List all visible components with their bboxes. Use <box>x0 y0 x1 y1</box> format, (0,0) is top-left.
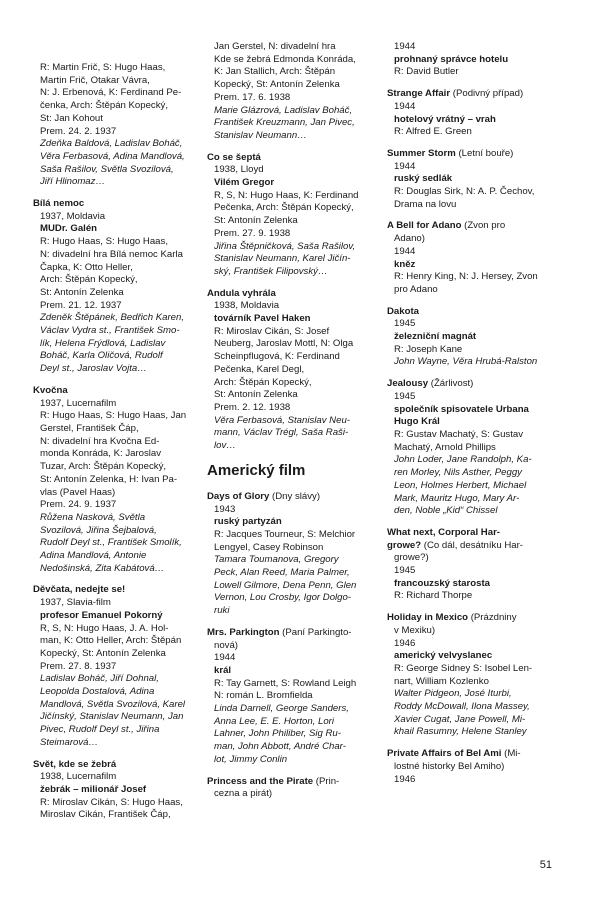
entry-line: Svozilová, Jiřina Šejbalová, <box>40 524 157 536</box>
entry-line: 1946 <box>394 637 416 649</box>
entry-line: R: Joseph Kane <box>394 343 463 355</box>
entry-line: Vernon, Lou Crosby, Igor Dolgo- <box>214 592 352 604</box>
entry-line: Adina Mandlová, Antonie <box>40 550 147 562</box>
entry-line: Prem. 24. 9. 1937 <box>40 499 117 511</box>
entry-line: ruki <box>214 605 230 617</box>
film-entry <box>207 627 377 767</box>
entry-line: R: George Sidney S: Isobel Len- <box>394 662 533 674</box>
entry-line: Prem. 24. 2. 1937 <box>40 125 117 137</box>
entry-line: Jičínský, Stanislav Neumann, Jan <box>40 711 184 723</box>
film-title <box>207 491 377 504</box>
entry-line: N: román L. Bromfielda <box>214 690 313 702</box>
film-entry <box>387 378 567 518</box>
entry-line: Čapka, K: Otto Heller, <box>40 261 133 273</box>
role-name: francouzský starosta <box>394 577 490 589</box>
film-entry <box>207 288 377 453</box>
entry-line: St: Antonín Zelenka <box>214 215 298 227</box>
film-title <box>387 540 567 553</box>
entry-line: 1945 <box>394 565 416 577</box>
entry-line: Gerstel, František Čáp, <box>40 422 139 434</box>
entry-line: R, S, N: Hugo Haas, K: Ferdinand <box>214 189 359 201</box>
entry-line: 1937, Slavia-film <box>40 597 111 609</box>
entry-line: Marie Glázrová, Ladislav Boháč, <box>214 104 353 116</box>
entry-line: mann, Václav Trégl, Saša Raši- <box>214 427 349 439</box>
role-name: železniční magnát <box>394 331 477 343</box>
entry-line: R: Hugo Haas, S: Hugo Haas, <box>40 236 168 248</box>
film-title <box>207 627 377 640</box>
entry-line: 1937, Moldavia <box>40 210 106 222</box>
entry-line: Mandlová, Světla Svozilová, Karel <box>40 698 186 710</box>
entry-line: 1943 <box>214 503 236 515</box>
film-title <box>387 88 567 101</box>
role-name: továrník Pavel Haken <box>214 313 311 325</box>
entry-line: 1944 <box>214 652 236 664</box>
entry-line: St: Jan Kohout <box>40 112 103 124</box>
entry-line: Tamara Toumanova, Gregory <box>214 554 339 566</box>
entry-line: man, John Abbott, André Char- <box>214 741 346 753</box>
film-entry <box>387 148 567 212</box>
entry-line: lov… <box>214 440 236 452</box>
film-entry <box>207 41 377 143</box>
film-entry <box>387 306 567 370</box>
entry-line: Prem. 27. 8. 1937 <box>40 660 117 672</box>
entry-line: Kopecký, St: Antonín Zelenka <box>214 79 340 91</box>
entry-line: nart, William Kozlenko <box>394 675 489 687</box>
original-title: Princess and the Pirate <box>207 775 314 787</box>
entry-line: St: Antonín Zelenka <box>214 389 298 401</box>
film-title: Děvčata, nedejte se! <box>33 584 126 596</box>
entry-line: čenka, Arch: Štěpán Kopecký, <box>40 100 168 112</box>
role-name: prohnaný správce hotelu <box>394 53 509 65</box>
entry-line: vlas (Pavel Haas) <box>40 486 116 498</box>
film-entry <box>387 748 567 786</box>
entry-line: Kde se žebrá Edmonda Konráda, <box>214 53 356 65</box>
entry-line: Tuzar, Arch: Štěpán Kopecký, <box>40 461 167 473</box>
entry-line: 1938, Lloyd <box>214 164 264 176</box>
entry-line: Jan Gerstel, N: divadelní hra <box>214 41 336 52</box>
entry-line: Mark, Mauritz Hugo, Mary Ar- <box>394 492 520 504</box>
entry-line: Zdeněk Štěpánek, Bedřich Karen, <box>40 312 184 324</box>
column-3 <box>387 41 567 795</box>
film-entry <box>33 584 203 749</box>
film-title: Bílá nemoc <box>33 198 85 210</box>
original-title: Private Affairs of Bel Ami <box>387 748 502 760</box>
entry-line: Anna Lee, E. E. Horton, Lori <box>214 715 334 727</box>
entry-line: Zdeňka Baldová, Ladislav Boháč, <box>40 138 183 150</box>
original-title: A Bell for Adano <box>387 220 462 232</box>
entry-line: lot, Jimmy Conlin <box>214 753 288 765</box>
entry-line: 1944 <box>394 41 416 52</box>
czech-title: (Paní Parkingto- <box>279 626 352 638</box>
entry-line: R: David Butler <box>394 66 459 78</box>
entry-line: Lengyel, Casey Robinson <box>214 541 324 553</box>
entry-line: Deyl st., Jaroslav Vojta… <box>40 363 147 375</box>
film-entry <box>207 491 377 618</box>
film-entry <box>387 88 567 139</box>
entry-line: Machatý, Arnold Phillips <box>394 441 496 453</box>
film-title <box>207 776 377 789</box>
entry-line: Walter Pidgeon, José Iturbi, <box>394 688 512 700</box>
entry-line: John Loder, Jane Randolph, Ka- <box>394 454 532 466</box>
entry-line: St: Antonín Zelenka <box>40 286 124 298</box>
entry-line: František Kreuzmann, Jan Pivec, <box>214 117 355 129</box>
entry-line: Martin Frič, Otakar Vávra, <box>40 74 150 86</box>
entry-line: Roddy McDowall, Ilona Massey, <box>394 701 530 713</box>
page-number: 51 <box>539 859 552 872</box>
entry-line: ský, František Filipovský… <box>214 265 328 277</box>
entry-line: N: J. Erbenová, K: Ferdinand Pe- <box>40 87 182 99</box>
original-title: Mrs. Parkington <box>207 626 280 638</box>
film-entry <box>387 41 567 79</box>
role-name: MUDr. Galén <box>40 223 98 235</box>
entry-line: 1944 <box>394 160 416 172</box>
film-title <box>387 748 567 761</box>
entry-line: Neuberg, Jaroslav Mottl, N: Olga <box>214 338 354 350</box>
film-title: Co se šeptá <box>207 151 261 163</box>
entry-line: monda Konráda, K: Jaroslav <box>40 448 162 460</box>
entry-line: v Mexiku) <box>394 624 436 636</box>
entry-line: Václav Vydra st., František Smo- <box>40 325 180 337</box>
entry-line: Kopecký, St: Antonín Zelenka <box>40 647 166 659</box>
entry-line: Prem. 21. 12. 1937 <box>40 299 122 311</box>
film-entry <box>387 527 567 603</box>
czech-title: (Zvon pro <box>461 220 506 232</box>
entry-line: man, K: Otto Heller, Arch: Štěpán <box>40 635 182 647</box>
entry-line: Lowell Gilmore, Dena Penn, Glen <box>214 579 357 591</box>
role-name: hotelový vrátný – vrah <box>394 113 496 125</box>
entry-line: Věra Ferbasová, Adina Mandlová, <box>40 150 185 162</box>
role-name: Hugo Král <box>394 416 440 428</box>
entry-line: khail Rasumny, Helene Stanley <box>394 726 527 738</box>
film-title: Svět, kde se žebrá <box>33 758 117 770</box>
entry-line: Lahner, John Philiber, Sig Ru- <box>214 728 341 740</box>
entry-line: 1946 <box>394 773 416 785</box>
entry-line: den, Noble „Kid“ Chissel <box>394 505 498 517</box>
film-entry <box>207 152 377 279</box>
entry-line: Pečenka, Karel Degl, <box>214 363 305 375</box>
entry-line: Arch: Štěpán Kopecký, <box>214 376 312 388</box>
entry-line: Boháč, Karla Oličová, Rudolf <box>40 350 163 362</box>
czech-title: (Co dál, desátníku Har- <box>421 539 523 551</box>
entry-line: R: Gustav Machatý, S: Gustav <box>394 428 524 440</box>
entry-line: Miroslav Cikán, František Čáp, <box>40 809 171 821</box>
entry-line: N: divadelní hra Bílá nemoc Karla <box>40 248 183 260</box>
entry-line: 1937, Lucernafilm <box>40 397 117 409</box>
entry-line: Pečenka, Arch: Štěpán Kopecký, <box>214 202 354 214</box>
entry-line: R: Jacques Tourneur, S: Melchior <box>214 528 356 540</box>
entry-line: Jiří Hlinomaz… <box>40 176 106 188</box>
role-name: žebrák – milionář Josef <box>40 783 147 795</box>
entry-line: Steimarová… <box>40 736 99 748</box>
film-title: Andula vyhrála <box>207 287 276 299</box>
film-entry <box>33 62 203 189</box>
entry-line: R: Tay Garnett, S: Rowland Leigh <box>214 677 357 689</box>
original-title: Summer Storm <box>387 147 456 159</box>
czech-title: (Prázdniny <box>468 612 517 624</box>
film-entry <box>387 612 567 739</box>
entry-line: Prem. 2. 12. 1938 <box>214 401 291 413</box>
czech-title: (Letní bouře) <box>455 147 514 159</box>
entry-line: Prem. 17. 6. 1938 <box>214 91 291 103</box>
entry-line: St: Antonín Zelenka, H: Ivan Pa- <box>40 473 178 485</box>
entry-line: Rudolf Deyl st., František Smolík, <box>40 537 182 549</box>
original-title: Jealousy <box>387 378 429 390</box>
film-title <box>387 148 567 161</box>
entry-line: Ladislav Boháč, Jiří Dohnal, <box>40 673 159 685</box>
entry-line: growe?) <box>394 552 429 564</box>
entry-line: Nedošinská, Zita Kabátová… <box>40 562 165 574</box>
original-title: Holiday in Mexico <box>387 612 469 624</box>
entry-line: Stanislav Neumann… <box>214 129 307 141</box>
film-entry <box>387 220 567 296</box>
czech-title: (Dny slávy) <box>269 490 321 502</box>
film-title: Dakota <box>387 305 419 317</box>
czech-title: (Prin- <box>313 775 340 787</box>
entry-line: Drama na lovu <box>394 198 457 210</box>
role-name: kněz <box>394 258 416 270</box>
film-entry <box>33 198 203 376</box>
column-2 <box>207 41 377 810</box>
entry-line: Prem. 27. 9. 1938 <box>214 227 291 239</box>
entry-line: R, S, N: Hugo Haas, J. A. Hol- <box>40 622 169 634</box>
entry-line: R: Alfred E. Green <box>394 126 472 138</box>
entry-line: Linda Darnell, George Sanders, <box>214 703 349 715</box>
entry-line: 1944 <box>394 245 416 257</box>
entry-line: R: Miroslav Cikán, S: Josef <box>214 325 330 337</box>
role-name: ruský sedlák <box>394 173 453 185</box>
entry-line: Xavier Cugat, Jane Powell, Mi- <box>394 713 526 725</box>
entry-line: 1945 <box>394 318 416 330</box>
entry-line: Jiřina Štěpničková, Saša Rašilov, <box>214 240 356 252</box>
film-entry <box>33 759 203 823</box>
entry-line: R: Douglas Sirk, N: A. P. Čechov, <box>394 186 535 198</box>
entry-line: Pivec, Rudolf Deyl st., Jiřina <box>40 724 160 736</box>
entry-line: N: divadelní hra Kvočna Ed- <box>40 435 160 447</box>
role-name: společník spisovatele Urbana <box>394 403 529 415</box>
entry-line: 1945 <box>394 390 416 402</box>
entry-line: 1938, Moldavia <box>214 300 280 312</box>
entry-line: Leopolda Dostalová, Adina <box>40 686 155 698</box>
role-name: profesor Emanuel Pokorný <box>40 609 163 621</box>
role-name: Vilém Gregor <box>214 177 275 189</box>
original-title: Days of Glory <box>207 490 270 502</box>
entry-line: ren Morley, Nils Asther, Peggy <box>394 467 522 479</box>
film-title: What next, Corporal Har- <box>387 526 501 538</box>
entry-line: Peck, Alan Reed, Maria Palmer, <box>214 567 350 579</box>
film-entry <box>33 385 203 576</box>
entry-line: lostné historky Bel Amiho) <box>394 760 505 772</box>
column-1 <box>33 62 203 831</box>
film-title <box>387 612 567 625</box>
role-name: americký velvyslanec <box>394 650 493 662</box>
entry-line: R: Richard Thorpe <box>394 590 473 602</box>
entry-line: 1944 <box>394 100 416 112</box>
entry-line: R: Martin Frič, S: Hugo Haas, <box>40 62 166 73</box>
entry-line: K: Jan Stallich, Arch: Štěpán <box>214 66 336 78</box>
entry-line: pro Adano <box>394 283 438 295</box>
section-heading: Americký film <box>207 461 306 479</box>
entry-line: R: Henry King, N: J. Hersey, Zvon <box>394 271 538 283</box>
film-title <box>387 378 567 391</box>
entry-line: 1938, Lucernafilm <box>40 771 117 783</box>
entry-line: Adano) <box>394 233 425 245</box>
entry-line: Věra Ferbasová, Stanislav Neu- <box>214 414 350 426</box>
entry-line: Arch: Štěpán Kopecký, <box>40 274 138 286</box>
entry-line: nová) <box>214 639 238 651</box>
entry-line: cezna a pirát) <box>214 788 273 800</box>
entry-line: Leon, Holmes Herbert, Michael <box>394 479 527 491</box>
film-title <box>387 220 567 233</box>
czech-title: (Mi- <box>501 748 521 760</box>
entry-line: Saša Rašilov, Světla Svozilová, <box>40 163 174 175</box>
entry-line: Stanislav Neumann, Karel Jičín- <box>214 253 351 265</box>
film-entry <box>207 776 377 801</box>
role-name: král <box>214 664 232 676</box>
entry-line: R: Miroslav Cikán, S: Hugo Haas, <box>40 796 183 808</box>
entry-line: Růžena Nasková, Světla <box>40 511 146 523</box>
original-title: growe? <box>387 539 422 551</box>
original-title: Strange Affair <box>387 88 451 100</box>
entry-line: R: Hugo Haas, S: Hugo Haas, Jan <box>40 410 187 422</box>
entry-line: John Wayne, Věra Hrubá-Ralston <box>394 356 538 368</box>
czech-title: (Žárlivost) <box>428 378 474 390</box>
entry-line: lík, Helena Frýdlová, Ladislav <box>40 337 166 349</box>
czech-title: (Podivný případ) <box>450 88 524 100</box>
film-title: Kvočna <box>33 384 68 396</box>
role-name: ruský partyzán <box>214 516 282 528</box>
entry-line: Scheinpflugová, K: Ferdinand <box>214 351 340 363</box>
